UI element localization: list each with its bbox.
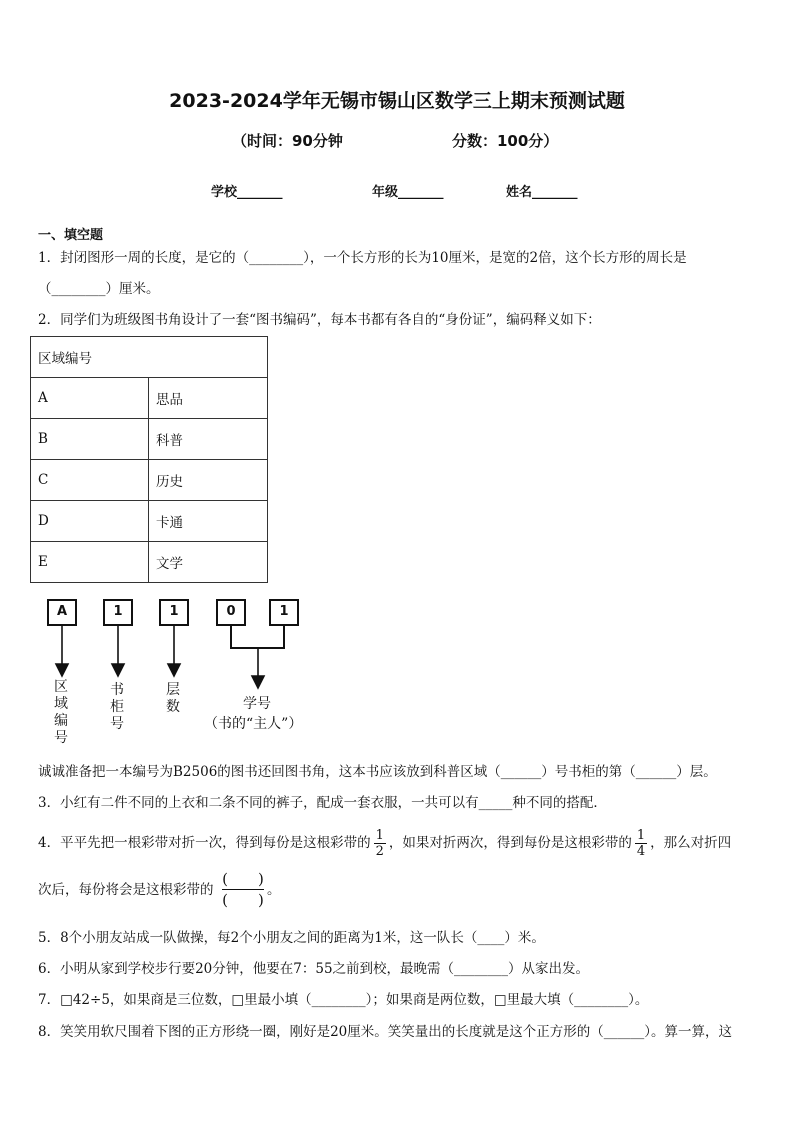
- label-char: 数: [166, 699, 180, 715]
- arrow-head-area: [56, 664, 68, 676]
- exam-score: 分数：100分）: [452, 132, 559, 150]
- answer-fraction-blank: [222, 869, 264, 910]
- label-area-code: [54, 679, 70, 747]
- q4-line1: [38, 825, 731, 861]
- label-char: 域: [54, 696, 68, 712]
- code-digit-student-1: 0: [226, 604, 236, 619]
- q4-text-1: 4．平平先把一根彩带对折一次，得到每份是这根彩带的: [38, 835, 371, 851]
- q7: 7．□42÷5，如果商是三位数，□里最小填（________）；如果商是两位数，□里最大填（________）。: [38, 992, 649, 1008]
- q5: 5．8个小朋友站成一队做操，每2个小朋友之间的距离为1米，这一队长（____）米。: [38, 930, 545, 946]
- fraction-denominator: 4: [636, 844, 646, 859]
- fraction-numerator: 1: [375, 828, 384, 843]
- label-char: 柜: [110, 699, 124, 715]
- label-book-owner: （书的“主人”）: [204, 716, 303, 732]
- label-char: 区: [54, 679, 68, 695]
- blank-denominator: ( ): [222, 891, 264, 909]
- label-char: 编: [54, 713, 68, 729]
- label-char: 号: [54, 730, 68, 746]
- q4-line2: 次后，每份将会是这根彩带的: [38, 882, 214, 898]
- q4-text-3: ，那么对折四: [650, 835, 732, 851]
- q6: 6．小明从家到学校步行要20分钟，他要在7：55之前到校，最晚需（________）从家出发。: [38, 961, 590, 977]
- page-title: 2023-2024学年无锡市锡山区数学三上期末预测试题: [169, 90, 625, 112]
- table-cell-name: 文学: [149, 542, 268, 583]
- q2-question: 诚诚准备把一本编号为B2506的图书还回图书角，这本书应该放到科普区域（______）号书柜的第（______）层。: [38, 764, 717, 780]
- code-digit-cabinet: 1: [113, 604, 123, 619]
- table-cell-name: 科普: [149, 419, 268, 460]
- arrow-head-student: [252, 676, 264, 688]
- q4-end: 。: [267, 882, 281, 898]
- fraction-denominator: 2: [375, 844, 384, 859]
- student-bracket: [231, 625, 284, 648]
- q2-intro: 2．同学们为班级图书角设计了一套“图书编码”，每本书都有各自的“身份证”，编码释义如下：: [38, 312, 601, 328]
- label-layer-number: [166, 682, 182, 716]
- table-cell-name: 卡通: [149, 501, 268, 542]
- label-char: 号: [110, 716, 124, 732]
- label-char: 书: [110, 682, 124, 698]
- fraction-one-half: [374, 828, 386, 859]
- code-digit-layer: 1: [169, 604, 179, 619]
- table-cell-name: 历史: [149, 460, 268, 501]
- section-heading: 一、填空题: [38, 228, 104, 243]
- fraction-one-quarter: [635, 828, 647, 859]
- grade-field: 年级_______: [372, 185, 444, 200]
- exam-time: （时间：90分钟: [232, 132, 343, 150]
- q3: 3．小红有二件不同的上衣和二条不同的裤子，配成一套衣服，一共可以有_____种不同的搭配．: [38, 795, 607, 811]
- label-char: 层: [166, 682, 180, 698]
- blank-numerator: ( ): [222, 870, 264, 888]
- code-digit-student-2: 1: [279, 604, 289, 619]
- table-cell-code: D: [31, 501, 149, 542]
- table-cell-name: 思品: [149, 378, 268, 419]
- school-field: 学校_______: [211, 185, 283, 200]
- table-cell-code: C: [31, 460, 149, 501]
- arrow-head-layer: [168, 664, 180, 676]
- table-cell-code: A: [31, 378, 149, 419]
- fraction-numerator: 1: [636, 828, 646, 843]
- label-cabinet-number: [110, 682, 126, 733]
- q4-text-2: ，如果对折两次，得到每份是这根彩带的: [388, 835, 632, 851]
- q1-line1: 1．封闭图形一周的长度，是它的（________），一个长方形的长为10厘米，是宽的2倍，这个长方形的周长是: [38, 250, 687, 266]
- label-student-number: 学号: [243, 696, 271, 712]
- table-cell-code: B: [31, 419, 149, 460]
- q1-line2: （________）厘米。: [38, 281, 160, 297]
- arrow-head-cabinet: [112, 664, 124, 676]
- q8: 8．笑笑用软尺围着下图的正方形绕一圈，刚好是20厘米。笑笑量出的长度就是这个正方形的（______）。算一算，这: [38, 1024, 733, 1040]
- name-field: 姓名_______: [506, 185, 578, 200]
- code-letter-area: A: [56, 604, 68, 619]
- table-header-cell: 区域编号: [31, 337, 268, 378]
- table-cell-code: E: [31, 542, 149, 583]
